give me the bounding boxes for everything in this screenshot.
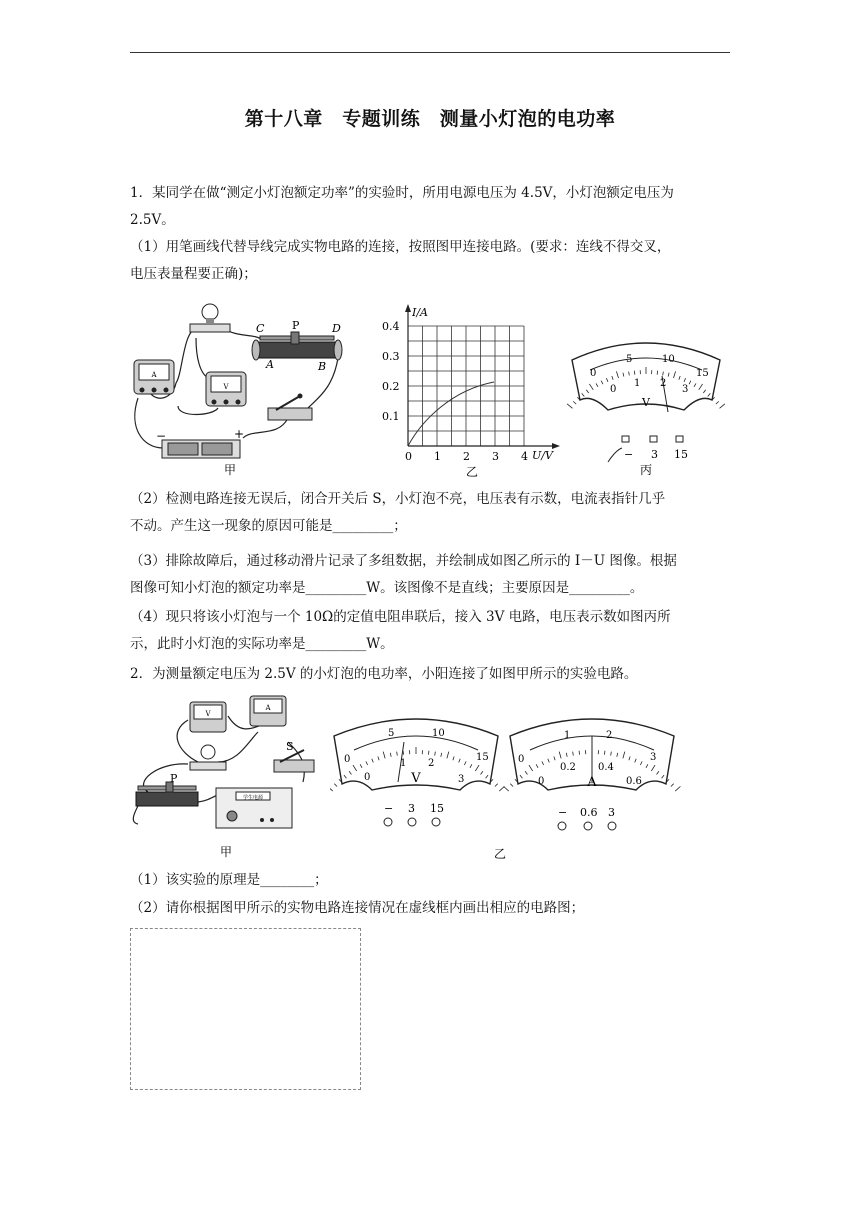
- dial-tick: [720, 404, 725, 408]
- svg-text:10: 10: [432, 728, 445, 739]
- q1-part3-line1: （3）排除故障后，通过移动滑片记录了多组数据，并绘制成如图乙所示的 I－U 图像。根据: [130, 553, 677, 569]
- svg-text:5: 5: [626, 354, 633, 365]
- svg-text:1: 1: [564, 730, 571, 741]
- svg-text:+: +: [234, 427, 245, 441]
- q2-part2: （2）请你根据图甲所示的实物电路连接情况在虚线框内画出相应的电路图；: [130, 900, 585, 916]
- q1-fig-bing-label: 丙: [639, 463, 653, 477]
- svg-text:0.2: 0.2: [560, 762, 576, 773]
- x-tick-label: 4: [521, 450, 528, 463]
- svg-text:P: P: [292, 319, 300, 332]
- svg-text:0.6: 0.6: [580, 806, 598, 819]
- dial-tick: [716, 401, 719, 404]
- q1-battery: [156, 427, 244, 458]
- header-rule: [130, 52, 730, 53]
- x-tick-label: 2: [463, 450, 470, 463]
- q1-rheostat: [252, 319, 342, 373]
- svg-text:1: 1: [634, 378, 641, 389]
- svg-text:10: 10: [662, 354, 675, 365]
- x-tick-label: 1: [434, 450, 441, 463]
- svg-text:−: −: [156, 429, 167, 443]
- x-tick-label: 0: [405, 450, 412, 463]
- svg-text:A: A: [265, 704, 271, 712]
- svg-text:P: P: [170, 772, 178, 785]
- q1-part4-line2: 示，此时小灯泡的实际功率是_________W。: [130, 636, 394, 652]
- y-tick-label: 0.3: [382, 350, 400, 363]
- q1-part4-line1: （4）现只将该小灯泡与一个 10Ω的定值电阻串联后，接入 3V 电路，电压表示数如图丙所: [130, 609, 671, 625]
- q1-voltmeter-dial: [566, 340, 726, 480]
- svg-text:15: 15: [476, 752, 489, 763]
- svg-text:V: V: [205, 710, 211, 718]
- q1-part2-line1: （2）检测电路连接无误后，闭合开关后 S，小灯泡不亮，电压表有示数，电流表指针几乎: [130, 491, 666, 507]
- dial-tick: [499, 786, 504, 791]
- q1-stem-line2: 2.5V。: [130, 212, 175, 228]
- q1-fig-yi-label: 乙: [466, 465, 479, 478]
- q1-stem-line1: 1．某同学在做“测定小灯泡额定功率”的实验时，所用电源电压为 4.5V，小灯泡额定电压为: [130, 185, 674, 201]
- svg-text:V: V: [642, 396, 650, 409]
- svg-text:0: 0: [518, 754, 525, 765]
- q2-ammeter-dial: [504, 719, 681, 830]
- svg-text:2: 2: [606, 730, 613, 741]
- q2-switch: [274, 740, 314, 772]
- q2-power-supply: [216, 788, 292, 828]
- dial-tick: [510, 784, 513, 787]
- dial-tick: [567, 404, 572, 408]
- svg-text:0: 0: [538, 776, 545, 787]
- svg-text:2: 2: [428, 758, 435, 769]
- q1-part3-line2: 图像可知小灯泡的额定功率是_________W。该图像不是直线；主要原因是_________。: [130, 580, 644, 596]
- y-tick-label: 0.1: [382, 410, 400, 423]
- svg-text:D: D: [332, 322, 341, 335]
- svg-text:3: 3: [608, 806, 615, 819]
- svg-text:S: S: [286, 740, 294, 753]
- dial-tick: [671, 784, 674, 787]
- q1-iu-graph: [372, 302, 562, 478]
- y-tick-label: 0.4: [382, 320, 400, 333]
- q2-fig-yi-label: 乙: [493, 847, 507, 861]
- svg-text:2: 2: [660, 378, 667, 389]
- q2-voltmeter: [190, 702, 226, 732]
- page-title: 第十八章 专题训练 测量小灯泡的电功率: [244, 108, 616, 130]
- svg-text:V: V: [411, 771, 421, 786]
- y-axis-label: I/A: [412, 306, 428, 319]
- svg-text:B: B: [318, 360, 327, 373]
- q1-part2-line2: 不动。产生这一现象的原因可能是_________；: [130, 518, 407, 534]
- dial-tick: [495, 784, 498, 787]
- svg-text:5: 5: [388, 728, 395, 739]
- svg-text:3: 3: [651, 448, 658, 461]
- svg-text:15: 15: [430, 802, 444, 815]
- svg-text:A: A: [151, 371, 157, 379]
- svg-text:3: 3: [458, 774, 465, 785]
- svg-text:0: 0: [364, 772, 371, 783]
- svg-text:0.4: 0.4: [598, 762, 614, 773]
- svg-text:1: 1: [400, 758, 407, 769]
- q2-voltmeter-dial: [330, 719, 504, 826]
- svg-text:A: A: [587, 775, 597, 790]
- dial-tick: [573, 401, 576, 404]
- svg-text:0: 0: [344, 754, 351, 765]
- svg-text:C: C: [256, 322, 265, 335]
- q1-fig-jia-label: 甲: [224, 463, 237, 476]
- x-axis-label: U/V: [532, 449, 553, 462]
- svg-text:−: −: [384, 802, 394, 815]
- q1-voltmeter: [206, 372, 246, 406]
- q1-switch: [268, 394, 312, 421]
- q2-fig-jia-label: 甲: [220, 845, 233, 859]
- svg-text:3: 3: [682, 384, 689, 395]
- q1-ammeter: [134, 360, 174, 394]
- svg-text:0: 0: [610, 384, 617, 395]
- q1-part1-line2: 电压表量程要正确)；: [130, 266, 257, 282]
- svg-text:3: 3: [650, 752, 657, 763]
- q2-circuit-figure: [128, 692, 328, 860]
- svg-text:学生电源: 学生电源: [242, 795, 264, 801]
- svg-text:15: 15: [696, 368, 709, 379]
- q2-stem: 2．为测量额定电压为 2.5V 的小灯泡的电功率，小阳连接了如图甲所示的实验电路。: [130, 666, 638, 682]
- q1-iu-grid: [408, 326, 524, 446]
- dial-tick: [504, 786, 509, 791]
- q1-circuit-figure: [128, 298, 350, 476]
- y-tick-label: 0.2: [382, 380, 400, 393]
- q2-lamp: [190, 745, 226, 770]
- iu-curve: [408, 382, 494, 446]
- q2-meters-figure: [330, 716, 682, 862]
- q2-part1: （1）该实验的原理是________；: [130, 872, 328, 888]
- dial-tick: [334, 784, 337, 787]
- svg-text:3: 3: [408, 802, 415, 815]
- q2-rheostat: [136, 772, 198, 806]
- svg-text:0: 0: [590, 368, 597, 379]
- svg-text:−: −: [558, 806, 568, 819]
- q1-dial-terminals: [608, 436, 688, 462]
- x-tick-label: 3: [492, 450, 499, 463]
- svg-text:0.6: 0.6: [626, 776, 642, 787]
- svg-text:−: −: [624, 448, 634, 461]
- dial-tick: [330, 786, 333, 791]
- svg-text:A: A: [266, 358, 274, 371]
- answer-drawing-box[interactable]: [130, 928, 361, 1090]
- q1-part1-line1: （1）用笔画线代替导线完成实物电路的连接，按照图甲连接电路。(要求：连线不得交叉，: [130, 239, 671, 255]
- svg-text:V: V: [223, 383, 229, 391]
- svg-text:15: 15: [674, 448, 688, 461]
- q2-ammeter: [250, 696, 286, 726]
- dial-tick: [675, 786, 680, 791]
